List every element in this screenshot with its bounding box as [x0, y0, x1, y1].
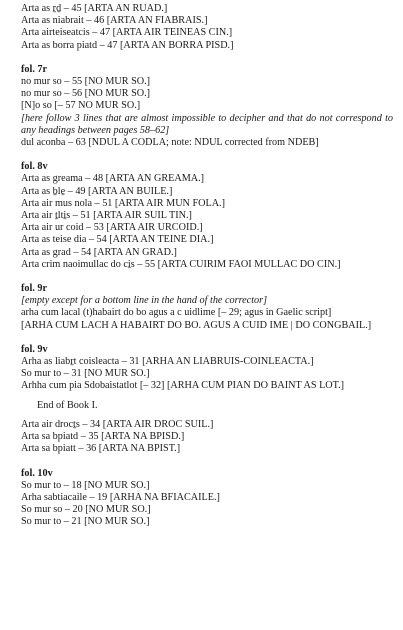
entry-line: Arta as teise dia – 54 [ARTA AN TEINE DIA.]: [21, 234, 214, 246]
entry-line: Arta air drocṯs – 34 [ARTA AIR DROC SUIL.]: [21, 418, 214, 430]
section-fol-7-continued: [21, 3, 393, 52]
section-fol-8v: [21, 161, 393, 271]
entry-line: dul aconba – 63 [NDUL A CODLA; note: NDUL corrected from NDEB]: [21, 137, 319, 149]
book-end-marker: End of Book I.: [37, 399, 98, 411]
entry-line: So mur to – 18 [NO MUR SO.]: [21, 479, 150, 491]
editorial-note: [empty except for a bottom line in the hand of the corrector]: [21, 295, 268, 307]
entry-line: Arha as liabṟt coisleacta – 31 [ARHA AN LIABRUIS-COINLEACTA.]: [21, 356, 314, 368]
folio-heading: fol. 7r: [21, 63, 48, 75]
folio-heading: fol. 9v: [21, 343, 48, 355]
entry-line: [N]o so [– 57 NO MUR SO.]: [21, 100, 141, 112]
folio-heading: fol. 10v: [21, 467, 53, 479]
document-page: [21, 3, 393, 529]
folio-heading: fol. 9r: [21, 283, 48, 295]
entry-line: Arta air ṯlti̱s – 51 [ARTA AIR SUIL TIN.]: [21, 210, 192, 222]
entry-line: Arhha cum pia Sdobaistatlot [– 32] [ARHA CUM PIAN DO BAINT AS LOT.]: [21, 380, 345, 392]
section-fol-10v: [21, 468, 393, 529]
entry-line: no mur so – 56 [NO MUR SO.]: [21, 88, 151, 100]
entry-line: Arta as greama – 48 [ARTA AN GREAMA.]: [21, 173, 205, 185]
entry-line: Arta crim naoimullac do ci̱s – 55 [ARTA CUIRIM FAOI MULLAC DO CIN.]: [21, 258, 341, 270]
entry-line: Arta as grad – 54 [ARTA AN GRAD.]: [21, 246, 177, 258]
editorial-note: [here follow 3 lines that are almost impossible to decipher and that do not correspond to any headings between pages 58–62]: [21, 112, 393, 136]
entry-line: So mur to – 21 [NO MUR SO.]: [21, 516, 150, 528]
entry-line: Arta as borra piatd – 47 [ARTA AN BORRA PISD.]: [21, 39, 234, 51]
entry-line: Arta air ur coid – 53 [ARTA AIR URCOID.]: [21, 222, 203, 234]
entry-line: no mur so – 55 [NO MUR SO.]: [21, 76, 151, 88]
entry-line: Arta as ṟḏ – 45 [ARTA AN RUAD.]: [21, 3, 168, 14]
entry-line: So mur so – 20 [NO MUR SO.]: [21, 504, 151, 516]
folio-heading: fol. 8v: [21, 161, 48, 173]
entry-line: Arta sa bpiatd – 35 [ARTA NA BPISD.]: [21, 431, 185, 443]
entry-line: Arta airteiseatcis – 47 [ARTA AIR TEINEAS CIN.]: [21, 27, 233, 39]
entry-line: arha cum lacal (t)habairt do bo agus a c uidlime [– 29; agus in Gaelic script]: [21, 307, 332, 319]
section-fol-9r: [21, 283, 393, 332]
entry-line: Arta air mus nola – 51 [ARTA AIR MUN FOLA.]: [21, 197, 226, 209]
entry-line: So mur to – 31 [NO MUR SO.]: [21, 368, 150, 380]
entry-line: Arta as niabrait – 46 [ARTA AN FIABRAIS.]: [21, 15, 208, 27]
entry-line: Arta sa bpiatt – 36 [ARTA NA BPIST.]: [21, 443, 181, 455]
section-fol-9v: [21, 344, 393, 456]
entry-line: [ARHA CUM LACH A HABAIRT DO BO. AGUS A CUID IME | DO CONGBAIL.]: [21, 319, 372, 331]
section-fol-7r: [21, 64, 393, 149]
entry-line: Arha sabtiacaile – 19 [ARHA NA BFIACAILE.]: [21, 491, 220, 503]
entry-line: Arta as ḇle̱ – 49 [ARTA AN BUILE.]: [21, 185, 173, 197]
